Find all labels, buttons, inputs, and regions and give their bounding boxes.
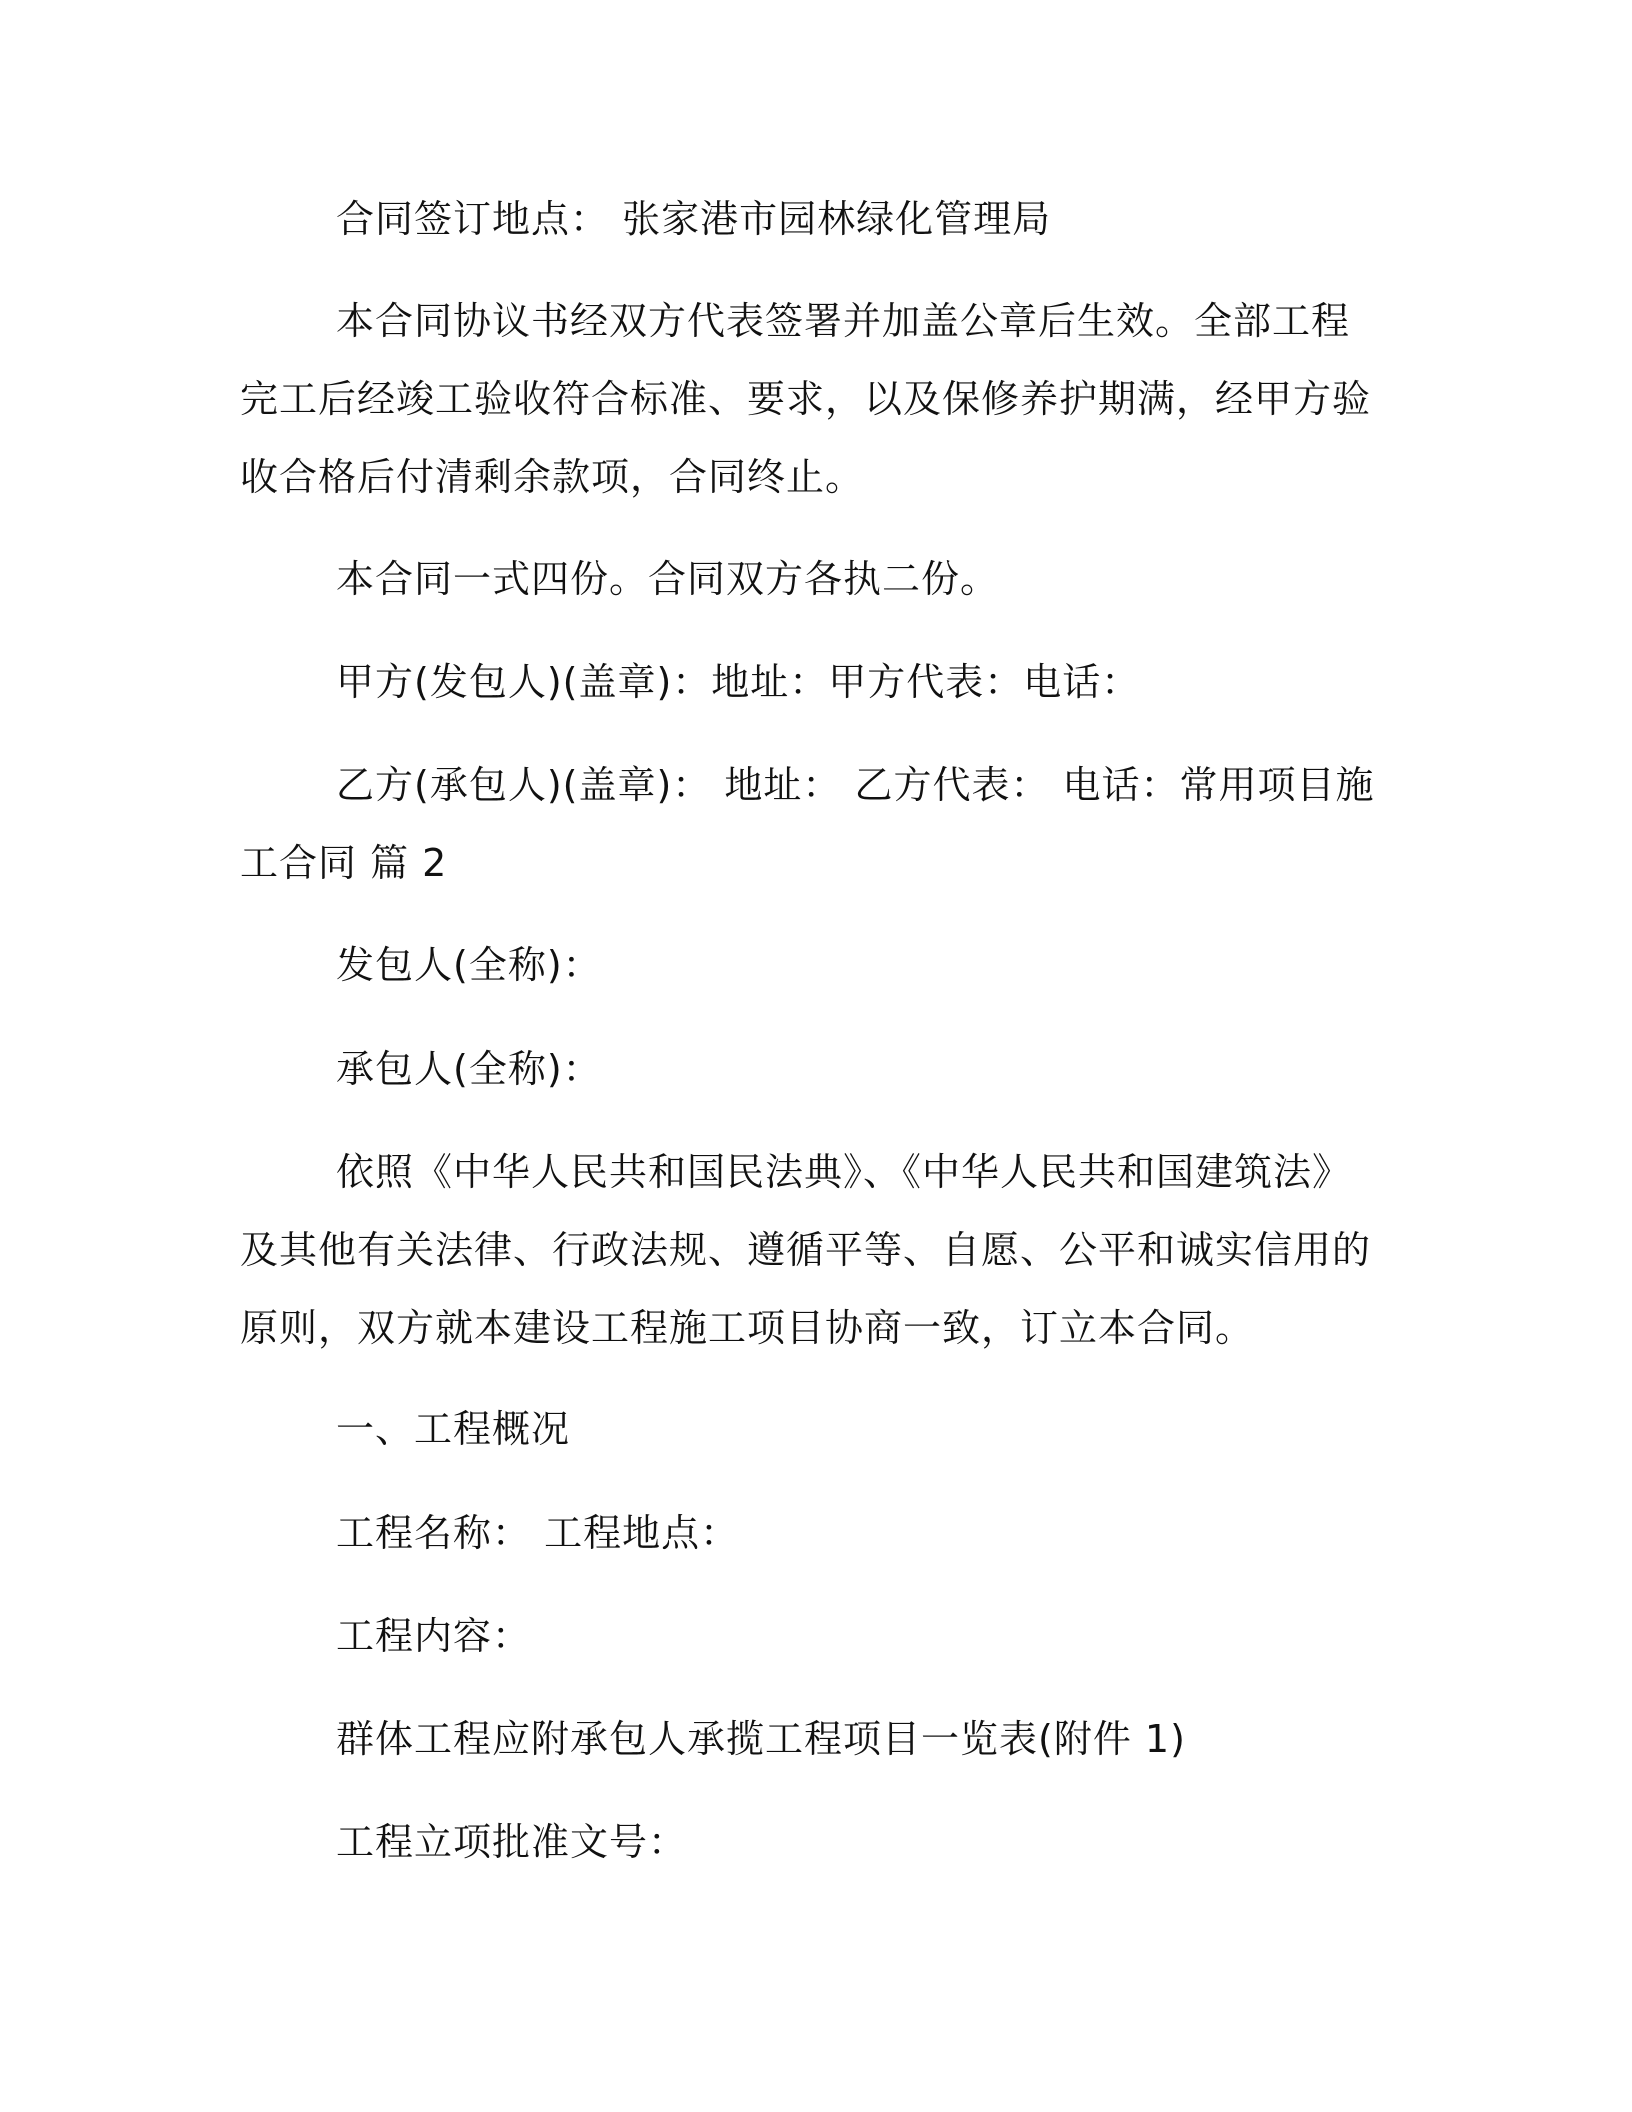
- project-content: 工程内容：: [336, 1614, 532, 1658]
- party-b-signature-and-heading: 乙方(承包人)(盖章)： 地址： 乙方代表： 电话：常用项目施工合同 篇 2: [240, 763, 1375, 885]
- section-heading-project-overview: 一、工程概况: [336, 1407, 571, 1451]
- party-a-signature: 甲方(发包人)(盖章)：地址：甲方代表：电话：: [336, 660, 1141, 704]
- legal-basis-paragraph: 依照《中华人民共和国民法典》、《中华人民共和国建筑法》及其他有关法律、行政法规、遵循平等、自愿、公平和诚实信用的原则，双方就本建设工程施工项目协商一致，订立本合同。: [240, 1150, 1372, 1350]
- effectiveness-clause: 本合同协议书经双方代表签署并加盖公章后生效。全部工程完工后经竣工验收符合标准、要求，以及保修养护期满，经甲方验收合格后付清剩余款项，合同终止。: [240, 299, 1372, 499]
- employer-full-name: 发包人(全称)：: [336, 943, 602, 987]
- copies-clause: 本合同一式四份。合同双方各执二份。: [336, 557, 1000, 601]
- group-project-attachment: 群体工程应附承包人承揽工程项目一览表(附件 1): [336, 1717, 1186, 1761]
- project-name-location: 工程名称： 工程地点：: [336, 1511, 740, 1555]
- approval-document-number: 工程立项批准文号：: [336, 1820, 688, 1864]
- signing-location: 合同签订地点： 张家港市园林绿化管理局: [336, 197, 1052, 241]
- contractor-full-name: 承包人(全称)：: [336, 1047, 602, 1091]
